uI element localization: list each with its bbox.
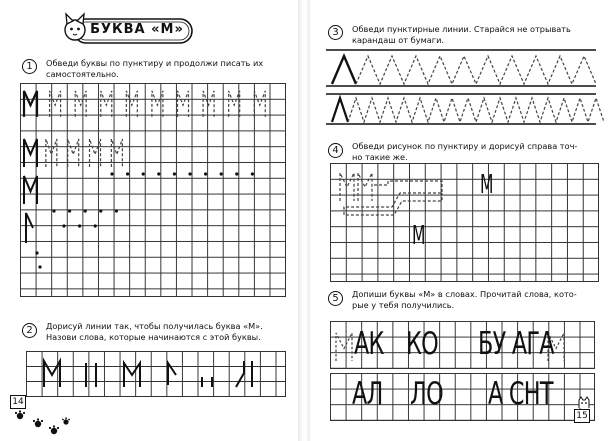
guide-dot <box>251 172 254 175</box>
task-5-dotted-m-0 <box>336 333 352 361</box>
cat-mascot-icon <box>576 396 592 410</box>
task-4-letter-m-1: М <box>480 170 494 200</box>
task-1-text-line1: Обведи буквы по пунктиру и продолжи писать их <box>46 58 264 68</box>
dashed-m <box>46 139 57 167</box>
guide-dot <box>204 172 207 175</box>
task-4-text-line2: но такие же. <box>352 152 408 162</box>
partial-m-row4 <box>26 213 33 243</box>
dashed-m <box>152 91 163 117</box>
word-ko: КО <box>406 326 438 362</box>
guide-dot <box>173 172 176 175</box>
task-4-dotted-figure <box>330 163 598 281</box>
word-lo: ЛО <box>410 376 443 412</box>
guide-dot <box>220 172 223 175</box>
word-a-snt: А СНТ <box>488 376 553 412</box>
task-1-number: 1 <box>22 59 37 74</box>
zigzag-dashed-row2 <box>348 98 604 122</box>
task-2-text-line2: Назови слова, которые начинаются с этой буквы. <box>46 332 261 342</box>
guide-dot <box>62 224 65 227</box>
task-2-number: 2 <box>22 323 37 338</box>
dashed-m <box>101 91 112 117</box>
guide-dot <box>78 224 81 227</box>
word-bu-aga: БУ АГА <box>478 326 554 362</box>
dashed-m <box>178 91 189 117</box>
task-1-text-line2: самостоятельно. <box>46 69 119 79</box>
task-2-strokes <box>26 351 285 396</box>
solid-m-row2 <box>24 139 37 167</box>
guide-dot <box>84 209 87 212</box>
guide-dot <box>99 209 102 212</box>
paw-prints-icon <box>12 410 72 438</box>
dashed-m <box>90 139 101 167</box>
task-2-stroke-2 <box>124 363 140 387</box>
task-2-stroke-4 <box>202 377 212 387</box>
task-3-number: 3 <box>328 25 343 40</box>
zigzag-dashed-row1 <box>356 56 596 84</box>
guide-dot <box>115 209 118 212</box>
dashed-m <box>229 91 240 117</box>
guide-dot <box>68 209 71 212</box>
dashed-m <box>126 91 137 117</box>
task-2-stroke-1 <box>86 363 96 387</box>
guide-dot <box>188 172 191 175</box>
task-4-number: 4 <box>328 143 343 158</box>
solid-m-row3 <box>24 176 37 204</box>
zigzag-solid-peak <box>332 56 356 84</box>
guide-dot <box>126 172 129 175</box>
guide-dot <box>52 209 55 212</box>
task-3-zigzag <box>326 48 598 128</box>
guide-dot <box>110 172 113 175</box>
guide-dot <box>142 172 145 175</box>
word-ak: АК <box>354 326 384 362</box>
right-page <box>310 0 608 441</box>
dashed-m <box>254 91 265 117</box>
task-3-text-line1: Обведи пунктирные линии. Старайся не отрывать <box>352 24 571 34</box>
task-3-text-line2: карандаш от бумаги. <box>352 35 444 45</box>
guide-dot <box>35 251 38 254</box>
page-number-right: 15 <box>574 409 590 423</box>
zigzag-solid-peak-2 <box>332 98 348 122</box>
task-5-text-line1: Допиши буквы «М» в словах. Прочитай слова, кото- <box>352 289 577 299</box>
guide-dot <box>94 224 97 227</box>
task-5-number: 5 <box>328 291 343 306</box>
task-4-text-line1: Обведи рисунок по пунктиру и дорисуй справа точ- <box>352 141 578 151</box>
task-5-text-line2: рые у тебя получились. <box>352 300 455 310</box>
page-number-left: 14 <box>10 395 26 409</box>
task-2-stroke-3 <box>168 363 176 385</box>
book-fold <box>298 0 310 441</box>
task-2-stroke-0 <box>44 361 60 387</box>
task-1-letters <box>20 83 285 296</box>
guide-dot <box>38 265 41 268</box>
dashed-m <box>50 91 61 117</box>
word-al: АЛ <box>352 376 383 412</box>
dashed-m <box>111 139 122 167</box>
solid-m-row1 <box>24 91 37 117</box>
left-page <box>0 0 298 441</box>
guide-dot <box>157 172 160 175</box>
task-4-letter-m-2: М <box>412 221 426 251</box>
dashed-m <box>75 91 86 117</box>
task-2-text-line1: Дорисуй линии так, чтобы получилась буква «М». <box>46 321 263 331</box>
dashed-m <box>68 139 79 167</box>
guide-dot <box>235 172 238 175</box>
task-2-stroke-5 <box>236 361 252 387</box>
dashed-m <box>203 91 214 117</box>
page-title: БУКВА «М» <box>90 22 184 37</box>
